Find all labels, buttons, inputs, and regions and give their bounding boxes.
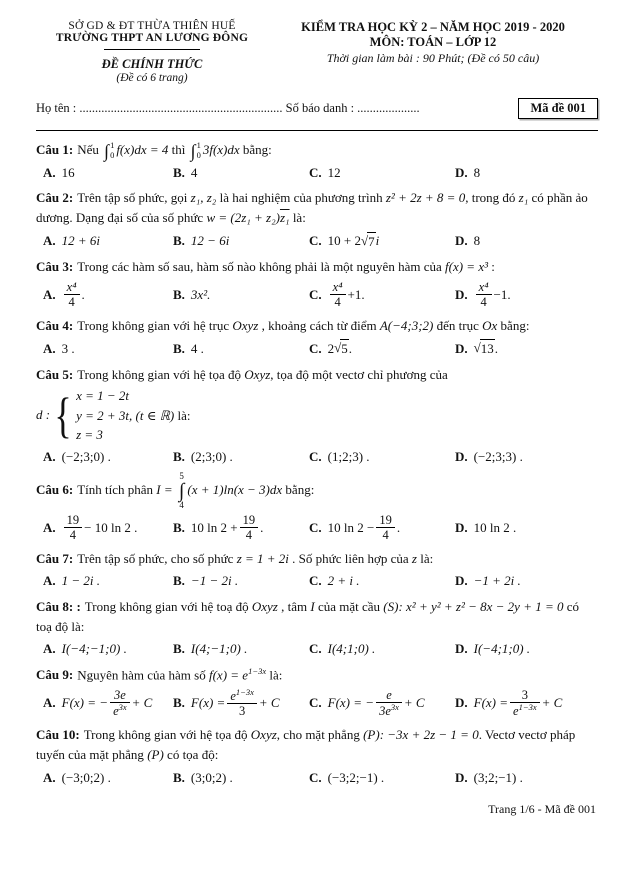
stem-text: . Số phức liên hợp của: [288, 551, 412, 567]
option-d: [455, 769, 598, 787]
integral-symbol: ∫ 1 0: [104, 140, 115, 162]
official-exam-label: ĐỀ CHÍNH THỨC: [101, 57, 203, 71]
exam-title: KIỂM TRA HỌC KỲ 2 – NĂM HỌC 2019 - 2020: [301, 20, 565, 34]
options-row: [43, 769, 598, 787]
fraction-numerator: $e^{1-3x}$: [227, 688, 257, 704]
math-expr: z₁, z₂: [190, 190, 217, 206]
integral-upper: 1: [110, 140, 115, 151]
option-value: .: [81, 287, 85, 303]
option-value: I(−4;1;0) .: [473, 641, 531, 657]
option-value: (−2;3;0) .: [61, 448, 111, 464]
option-letter: B.: [173, 340, 185, 356]
stem-text: , cho mặt phẳng: [276, 727, 364, 743]
question-2-stem: [36, 188, 598, 228]
fraction-denominator: $e^{3x}$: [113, 702, 127, 719]
math-expr: Oxyz: [250, 727, 277, 743]
stem-text: là:: [416, 551, 434, 567]
math-expr: Oxyz: [244, 366, 271, 382]
question-9-stem: [36, 665, 598, 685]
option-a: [43, 640, 173, 658]
option-letter: B.: [173, 164, 185, 180]
stem-text: Trong không gian với hệ trục: [77, 318, 233, 334]
stem-text: :: [487, 259, 495, 275]
fraction-numerator: x⁴: [476, 280, 492, 295]
option-value: 4: [190, 164, 198, 180]
exponent: 3x: [118, 702, 127, 713]
option-value: I(−4;−1;0) .: [61, 641, 127, 657]
school-block: [36, 12, 268, 84]
option-value: −1 − 2i .: [190, 573, 239, 589]
option-letter: B.: [173, 641, 185, 657]
option-c: [309, 280, 455, 309]
option-c: [309, 572, 455, 590]
option-value: 2: [327, 340, 335, 356]
system-line: x = 1 − 2t: [76, 388, 130, 404]
question-6: [36, 472, 598, 542]
system-line: y = 2 + 3t, (t ∈ ℝ) là:: [76, 407, 191, 423]
question-label: Câu 10:: [36, 727, 80, 743]
option-a: [43, 340, 173, 358]
integral-lower: 0: [196, 150, 201, 161]
option-letter: D.: [455, 448, 468, 464]
option-value: 3x².: [190, 287, 211, 303]
option-value: 12 − 6i: [190, 233, 230, 249]
options-row: [43, 280, 598, 309]
option-value: (1;2;3) .: [327, 448, 370, 464]
option-letter: A.: [43, 695, 56, 711]
option-c: [309, 448, 455, 466]
option-letter: B.: [173, 573, 185, 589]
options-row: [43, 339, 598, 358]
math-fraction: [476, 280, 492, 309]
sqrt-symbol: √: [473, 340, 481, 356]
question-label: Câu 4:: [36, 318, 74, 334]
option-b: [173, 340, 309, 358]
option-value: (2;3;0) .: [190, 448, 233, 464]
sqrt-symbol: √: [334, 340, 342, 356]
math-fraction: [376, 688, 402, 718]
sqrt-expr: [361, 232, 376, 251]
options-row: [43, 232, 598, 251]
option-d: [455, 232, 598, 250]
stem-text: có toạ độ là:: [36, 598, 580, 634]
option-letter: C.: [309, 340, 322, 356]
candidate-number-field: Số báo danh : ....................: [285, 101, 420, 115]
stem-text: , khoảng cách từ điểm: [258, 318, 380, 334]
fraction-denominator: 4: [334, 295, 341, 310]
option-d: [455, 519, 598, 537]
integral-upper: 1: [196, 140, 201, 151]
stem-text: Nguyên hàm của hàm số: [77, 667, 209, 683]
options-row: [43, 164, 598, 182]
stem-text: bằng:: [497, 318, 530, 334]
duration-note: Thời gian làm bài : 90 Phút; (Đề có 50 câu): [326, 51, 540, 65]
fraction-denominator: 4: [382, 528, 389, 543]
sqrt-expr: [474, 339, 495, 358]
option-a: [43, 769, 173, 787]
math-expr: z₁: [518, 190, 529, 206]
name-field: Họ tên : .................................................................: [36, 101, 283, 115]
parametric-system: [36, 386, 598, 445]
option-letter: C.: [309, 233, 322, 249]
option-value: 10 ln 2 −: [327, 519, 375, 535]
option-value: 12: [327, 164, 341, 180]
option-value: .: [396, 519, 401, 535]
sqrt-symbol: √: [360, 232, 369, 248]
fraction-numerator: x⁴: [330, 280, 346, 295]
option-a: [43, 232, 173, 250]
option-value: + C: [541, 695, 563, 711]
fraction-denominator: 4: [245, 528, 252, 543]
stem-text: là:: [289, 210, 306, 226]
exponent: 1−3x: [248, 665, 267, 676]
option-value: I(4;−1;0) .: [190, 641, 248, 657]
option-b: [173, 688, 309, 718]
math-fraction: [376, 513, 395, 542]
option-value: i: [375, 233, 380, 249]
school-name: TRƯỜNG THPT AN LƯƠNG ĐÔNG: [55, 32, 249, 44]
candidate-row: [36, 98, 598, 119]
option-b: [173, 640, 309, 658]
question-2: [36, 188, 598, 250]
stem-text: bằng:: [282, 482, 315, 498]
option-letter: A.: [43, 164, 56, 180]
math-expr: I: [310, 598, 315, 614]
department-name: SỞ GD & ĐT THỪA THIÊN HUẾ: [68, 20, 236, 32]
option-a: [43, 448, 173, 466]
stem-text: Trên tập số phức, gọi: [77, 190, 191, 206]
stem-text: Trên tập số phức, cho số phức: [77, 551, 237, 567]
math-expr: (S): x² + y² + z² − 8x − 2y + 1 = 0: [383, 598, 564, 614]
question-label: Câu 7:: [36, 551, 74, 567]
subject-line: MÔN: TOÁN – LỚP 12: [369, 35, 497, 49]
school-divider: [104, 49, 200, 50]
option-letter: A.: [43, 641, 56, 657]
math-expr: Oxyz: [232, 318, 259, 334]
system-line: z = 3: [76, 427, 103, 443]
math-expr: w = (2z₁ + z₂): [206, 210, 280, 226]
math-expr: z = 1 + 2i: [236, 551, 289, 567]
question-3-stem: [36, 257, 598, 277]
option-letter: D.: [455, 573, 468, 589]
exam-title-block: [268, 12, 598, 84]
option-b: [173, 513, 309, 542]
option-value: (−3;0;2) .: [61, 769, 111, 785]
option-b: [173, 232, 309, 250]
integral-lower: 0: [110, 150, 115, 161]
stem-text: là:: [266, 667, 283, 683]
option-c: [309, 232, 455, 251]
option-value: (−3;2;−1) .: [327, 769, 385, 785]
radicand: 5: [341, 341, 348, 357]
conjugate-expr: z₁: [279, 210, 290, 226]
math-expr: A(−4;3;2): [379, 318, 434, 334]
fraction-numerator: 19: [64, 513, 83, 528]
option-letter: C.: [309, 164, 322, 180]
option-letter: A.: [43, 519, 56, 535]
math-fraction: [64, 280, 80, 309]
option-value: 10 ln 2 +: [190, 519, 238, 535]
option-value: (−2;3;3) .: [473, 448, 523, 464]
fraction-numerator: e: [376, 688, 402, 703]
option-value: F(x) =: [473, 695, 509, 711]
stem-text: thì: [168, 142, 189, 157]
exam-code-box: Mã đề 001: [518, 98, 598, 119]
option-a: [43, 513, 173, 542]
math-expr: (P): [147, 747, 164, 763]
math-fraction: [240, 513, 259, 542]
question-8: [36, 597, 598, 658]
math-expr: f(x) = e: [208, 667, 249, 683]
option-value: 10 + 2: [327, 233, 361, 249]
question-1: [36, 140, 598, 181]
option-a: [43, 280, 173, 309]
integral-symbol: 5 ∫ 4: [178, 471, 185, 511]
question-7-stem: [36, 549, 598, 569]
option-value: F(x) =: [190, 695, 226, 711]
line-name: d :: [36, 407, 51, 423]
fraction-denominator: $3e^{3x}$: [379, 702, 399, 719]
stem-text: Nếu: [77, 142, 103, 157]
option-letter: A.: [43, 769, 56, 785]
question-10-stem: [36, 725, 598, 765]
question-label: Câu 6:: [36, 482, 74, 498]
option-c: [309, 640, 455, 658]
option-value: + C: [131, 695, 153, 711]
option-b: [173, 286, 309, 304]
option-letter: C.: [309, 573, 322, 589]
option-value: 3 .: [61, 340, 75, 356]
option-value: 4 .: [190, 340, 204, 356]
system-lines: [76, 386, 190, 445]
options-row: [43, 448, 598, 466]
stem-text: , trong đó: [465, 190, 519, 206]
option-letter: D.: [455, 769, 468, 785]
stem-text: của mặt cầu: [314, 598, 384, 614]
option-c: [309, 339, 455, 358]
fraction-denominator: 4: [480, 295, 487, 310]
system-brace: {: [54, 387, 72, 444]
options-row: [43, 640, 598, 658]
page-footer: Trang 1/6 - Mã đề 001: [488, 802, 596, 817]
option-d: [455, 688, 598, 718]
fraction-denominator: $e^{1-3x}$: [513, 702, 537, 719]
question-label: Câu 8: :: [36, 598, 81, 614]
option-value: − 10 ln 2 .: [84, 519, 138, 535]
integral-upper: 5: [179, 471, 184, 482]
option-letter: A.: [43, 233, 56, 249]
math-fraction: [110, 688, 130, 718]
question-1-stem: [36, 140, 598, 161]
option-c: [309, 513, 455, 542]
option-value: .: [260, 519, 264, 535]
fraction-numerator: x⁴: [64, 280, 80, 295]
option-letter: D.: [455, 233, 468, 249]
option-a: [43, 164, 173, 182]
option-d: [455, 164, 598, 182]
header: [36, 12, 598, 84]
option-letter: B.: [173, 519, 185, 535]
option-d: [455, 280, 598, 309]
exponent: 3x: [390, 702, 399, 713]
math-fraction: [64, 513, 83, 542]
stem-text: có tọa độ:: [163, 747, 219, 763]
question-4-stem: [36, 316, 598, 336]
option-letter: B.: [173, 448, 185, 464]
option-value: 8: [473, 233, 481, 249]
stem-text: là hai nghiệm của phương trình: [216, 190, 386, 206]
option-value: +1.: [347, 287, 365, 303]
option-letter: D.: [455, 287, 468, 303]
option-value: I(4;1;0) .: [327, 641, 376, 657]
option-a: [43, 688, 173, 718]
question-9: [36, 665, 598, 719]
option-letter: B.: [173, 695, 185, 711]
question-10: [36, 725, 598, 786]
stem-text: Trong không gian với hệ tọa độ: [83, 727, 251, 743]
option-b: [173, 448, 309, 466]
math-expr: f(x)dx = 4: [116, 142, 169, 157]
option-letter: B.: [173, 287, 185, 303]
option-b: [173, 769, 309, 787]
math-fraction: [510, 688, 540, 718]
stem-text: , tọa độ một vectơ chỉ phương của: [270, 366, 448, 382]
fraction-numerator: 19: [376, 513, 395, 528]
question-label: Câu 3:: [36, 259, 74, 275]
option-value: + C: [258, 695, 280, 711]
math-expr: I =: [156, 482, 176, 498]
option-letter: C.: [309, 695, 322, 711]
option-letter: C.: [309, 641, 322, 657]
math-expr: z: [411, 551, 417, 567]
fraction-denominator: 4: [68, 295, 75, 310]
header-divider: [36, 130, 598, 131]
math-expr: z² + 2z + 8 = 0: [385, 190, 466, 206]
option-c: [309, 164, 455, 182]
option-value: (3;0;2) .: [190, 769, 233, 785]
question-label: Câu 5:: [36, 366, 74, 382]
option-letter: C.: [309, 448, 322, 464]
stem-text: . Vectơ vectơ pháp tuyến của mặt phẳng: [36, 727, 576, 763]
option-letter: A.: [43, 573, 56, 589]
math-fraction: [227, 688, 257, 718]
math-expr: Ox: [482, 318, 498, 334]
option-d: [455, 448, 598, 466]
fraction-numerator: 19: [240, 513, 259, 528]
math-expr: f(x) = x³: [445, 259, 488, 275]
option-value: 12 + 6i: [61, 233, 101, 249]
stem-text: Tính tích phân: [77, 482, 157, 498]
integral-symbol: ∫ 1 0: [190, 140, 201, 162]
options-row: [43, 513, 598, 542]
option-b: [173, 572, 309, 590]
math-fraction: [330, 280, 346, 309]
option-value: 10 ln 2 .: [473, 519, 517, 535]
option-letter: A.: [43, 287, 56, 303]
option-d: [455, 640, 598, 658]
question-4: [36, 316, 598, 358]
option-letter: B.: [173, 769, 185, 785]
question-3: [36, 257, 598, 309]
stem-text: đến trục: [433, 318, 483, 334]
question-label: Câu 2:: [36, 190, 74, 206]
fraction-denominator: 3: [238, 704, 246, 719]
question-label: Câu 9:: [36, 667, 74, 683]
option-value: −1 + 2i .: [473, 573, 521, 589]
question-8-stem: [36, 597, 598, 637]
exponent: 1−3x: [235, 687, 254, 698]
option-a: [43, 572, 173, 590]
fraction-numerator: 3e: [110, 688, 130, 703]
stem-text: có phần ảo dương. Dạng đại số của số phức: [36, 190, 588, 226]
option-d: [455, 339, 598, 358]
option-letter: D.: [455, 519, 468, 535]
option-letter: A.: [43, 340, 56, 356]
option-letter: D.: [455, 695, 468, 711]
option-value: 16: [61, 164, 75, 180]
option-letter: C.: [309, 287, 322, 303]
question-label: Câu 1:: [36, 142, 74, 157]
option-c: [309, 769, 455, 787]
option-letter: C.: [309, 519, 322, 535]
stem-text: Trong không gian với hệ tọa độ: [77, 366, 245, 382]
options-row: [43, 688, 598, 718]
stem-text: Trong các hàm số sau, hàm số nào không phải là một nguyên hàm của: [77, 259, 445, 275]
option-value: .: [494, 340, 499, 356]
question-6-stem: [36, 472, 598, 510]
option-c: [309, 688, 455, 718]
fraction-denominator: 4: [69, 528, 77, 543]
exponent: 1−3x: [518, 702, 537, 713]
option-value: F(x) = −: [327, 695, 375, 711]
page-count-note: (Đề có 6 trang): [116, 72, 188, 84]
question-5: [36, 365, 598, 465]
stem-text: bằng:: [239, 142, 272, 157]
options-row: [43, 572, 598, 590]
option-b: [173, 164, 309, 182]
question-5-stem: [36, 365, 598, 385]
option-letter: C.: [309, 769, 322, 785]
math-expr: 3f(x)dx: [202, 142, 240, 157]
option-value: + C: [403, 695, 425, 711]
option-letter: A.: [43, 448, 56, 464]
option-value: −1.: [493, 287, 511, 303]
option-value: F(x) = −: [61, 695, 109, 711]
stem-text: Trong không gian với hệ toạ độ: [84, 598, 252, 614]
option-letter: D.: [455, 164, 468, 180]
fraction-numerator: 3: [510, 688, 540, 703]
stem-text: , tâm: [277, 598, 311, 614]
integral-lower: 4: [179, 500, 184, 511]
option-value: 1 − 2i .: [61, 573, 101, 589]
option-value: (3;2;−1) .: [473, 769, 523, 785]
radicand: 13: [480, 341, 494, 357]
question-7: [36, 549, 598, 590]
sqrt-expr: [334, 339, 349, 358]
option-letter: D.: [455, 340, 468, 356]
option-d: [455, 572, 598, 590]
math-expr: Oxyz: [251, 598, 278, 614]
option-value: 2 + i .: [327, 573, 360, 589]
option-value: .: [348, 340, 353, 356]
radicand: 7: [368, 233, 375, 249]
math-expr: (x + 1)ln(x − 3)dx: [187, 482, 283, 498]
option-value: 8: [473, 164, 481, 180]
option-letter: B.: [173, 233, 185, 249]
math-expr: (P): −3x + 2z − 1 = 0: [363, 727, 479, 743]
option-letter: D.: [455, 641, 468, 657]
